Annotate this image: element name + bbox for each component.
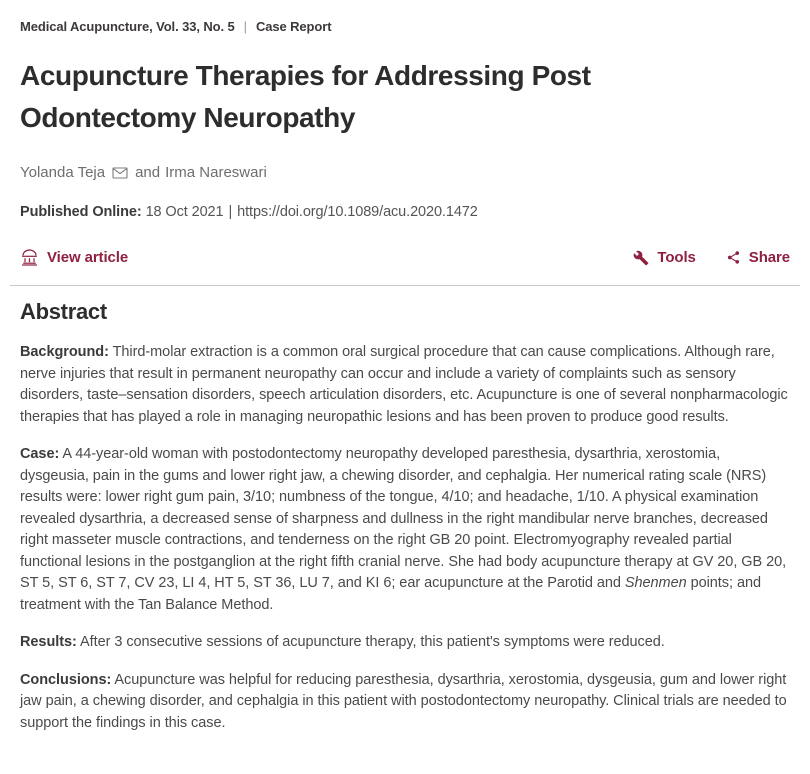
abstract-case-paragraph [20,444,790,616]
published-online-line [20,204,790,220]
abstract-conclusions-paragraph [20,670,790,735]
conclusions-label: Conclusions: [20,671,112,688]
tools-button[interactable] [633,249,695,266]
journal-citation: Medical Acupuncture, Vol. 33, No. 5 [20,19,235,34]
view-article-label: View article [47,249,129,266]
results-text: After 3 consecutive sessions of acupuncture therapy, this patient's symptoms were reduced. [76,634,665,650]
breadcrumb-category[interactable]: Case Report [255,19,332,34]
abstract-section [20,299,790,734]
breadcrumb-separator: | [243,19,247,34]
abstract-results-paragraph [20,632,790,654]
abstract-heading: Abstract [20,299,107,324]
case-text-1: A 44-year-old woman with postodontectomy neuropathy developed paresthesia, dysarthria, xerostomia, dysgeusia, pain in the gums and lower right jaw, a chewing disorder, and cephalgia. Her numerical rating scale (NRS) results were: lower right gum pain, 3/10; numbness of the tongue, 4/10; and headache, 1/10. A physical examination revealed dysarthria, a decreased sense of sharpness and dullness in the right mandibular nerve branches, decreased right masseter muscle contractions, and tenderness on the right GB 20 point. Electromyography revealed partial functional lesions in the postganglion at the right fifth cranial nerve. She had body acupuncture therapy at GV 20, GB 20, ST 5, ST 6, ST 7, CV 23, LI 4, HT 5, ST 36, LU 7, and KI 6; ear acupuncture at the Parotid and [20,446,787,591]
share-button[interactable] [726,249,790,266]
tools-label: Tools [657,249,696,266]
case-italic-term: Shenmen [624,575,687,591]
results-label: Results: [20,634,77,650]
case-label: Case: [20,446,60,462]
doi-link[interactable]: https://doi.org/10.1089/acu.2020.1472 [237,204,478,220]
published-online-label: Published Online: [20,204,142,220]
abstract-background-paragraph [20,342,790,428]
breadcrumb [20,19,790,34]
view-article-button[interactable] [20,249,128,266]
article-toolbar [20,249,790,266]
share-label: Share [748,249,790,266]
published-separator: | [228,204,233,220]
share-icon [726,250,741,265]
published-date: 18 Oct 2021 [145,204,224,220]
author-conjunction: and [135,164,161,181]
envelope-icon[interactable] [112,167,128,179]
author-2[interactable]: Irma Nareswari [165,164,267,181]
author-list [20,164,790,181]
case-text-2: points; and treatment with the Tan Balance Method. [20,575,761,613]
author-1[interactable]: Yolanda Teja [20,164,106,181]
page-title: Acupuncture Therapies for Addressing Post Odontectomy Neuropathy [20,60,591,133]
institution-icon [20,249,39,266]
wrench-icon [633,250,649,266]
section-divider [10,285,800,286]
toolbar-right-group [633,249,790,266]
conclusions-text: Acupuncture was helpful for reducing paresthesia, dysarthria, xerostomia, dysgeusia, gum and lower right jaw pain, a chewing disorder, and cephalgia in this patient with postodontectomy neuropathy. Clinical trials are needed to support the findings in this case. [20,671,787,731]
background-label: Background: [20,344,109,360]
background-text: Third-molar extraction is a common oral surgical procedure that can cause complications. Although rare, nerve injuries that result in permanent neuropathy can occur and include a variety of complaints such as sensory disorders, taste–sensation disorders, speech articulation disorders, etc. Acupuncture is one of several nonpharmacologic therapies that has played a role in managing neuropathic lesions and has been proven to produce good results. [20,344,788,425]
